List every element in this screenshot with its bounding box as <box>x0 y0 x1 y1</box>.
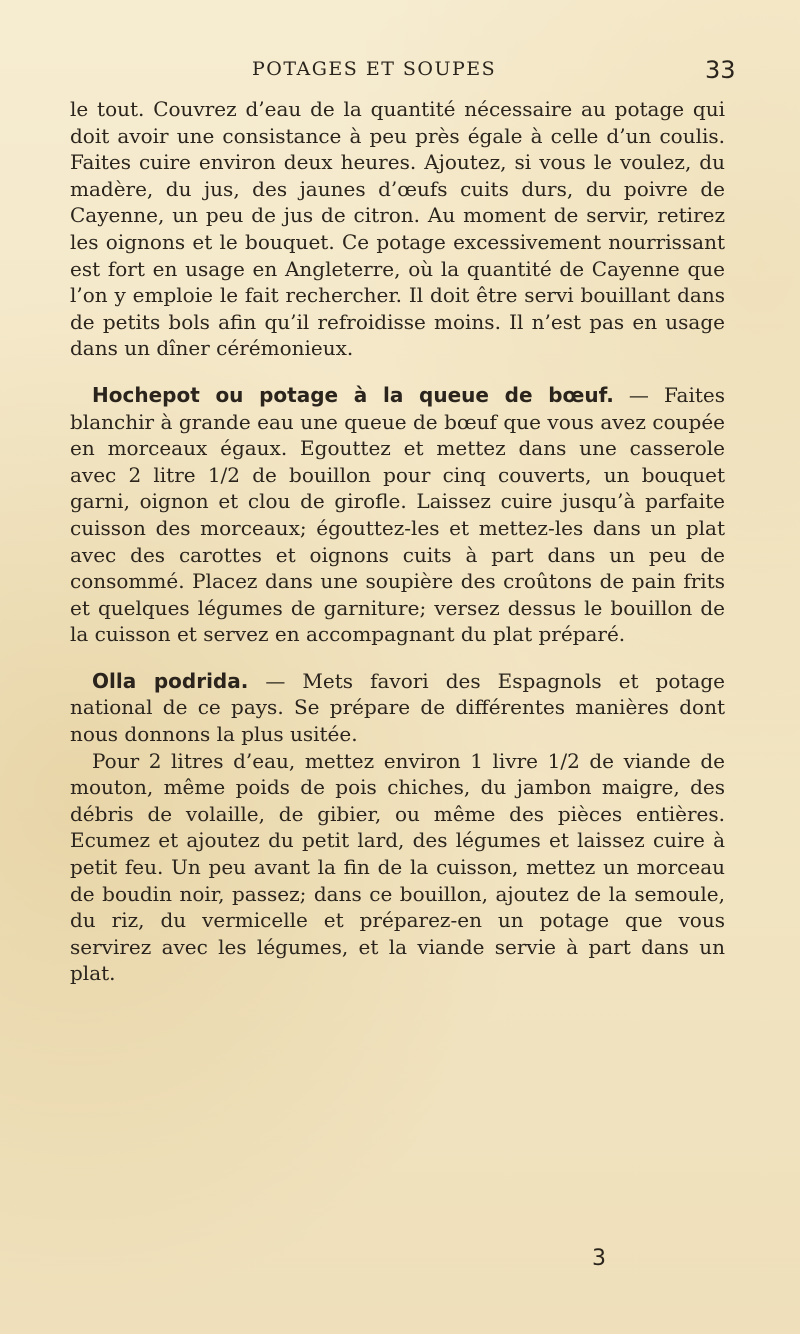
signature-mark: 3 <box>592 1246 606 1271</box>
recipe-olla-podrida <box>70 668 725 748</box>
running-head: POTAGES ET SOUPES <box>252 58 497 80</box>
recipe-title: Olla podrida. <box>92 668 249 693</box>
recipe-text: — Mets favori des Espagnols et potage national de ce pays. Se prépare de différentes manières dont nous donnons la plus usitée. <box>70 668 725 747</box>
page-body <box>70 96 725 987</box>
page-number: 33 <box>705 56 736 84</box>
recipe-text: — Faites blanchir à grande eau une queue de bœuf que vous avez coupée en morceaux égaux. Egouttez et mettez dans une casserole avec 2 litre 1/2 de bouillon pour cinq couverts, un bouquet garni, oignon et clou de girofle. Laissez cuire jusqu’à parfaite cuisson des morceaux; égouttez-les et mettez-les dans un plat avec des carottes et oignons cuits à part dans un peu de consommé. Placez dans une soupière des croûtons de pain frits et quelques légumes de garniture; versez dessus le bouillon de la cuisson et servez en accompagnant du plat préparé. <box>70 382 725 647</box>
continuation-paragraph: le tout. Couvrez d’eau de la quantité nécessaire au potage qui doit avoir une consistance à peu près égale à celle d’un coulis. Faites cuire environ deux heures. Ajoutez, si vous le voulez, du madère, du jus, des jaunes d’œufs cuits durs, du poivre de Cayenne, un peu de jus de citron. Au moment de servir, retirez les oignons et le bouquet. Ce potage excessivement nourrissant est fort en usage en Angleterre, où la quantité de Cayenne que l’on y emploie le fait rechercher. Il doit être servi bouillant dans de petits bols afin qu’il refroidisse moins. Il n’est pas en usage dans un dîner cérémonieux. <box>70 97 725 361</box>
recipe-title: Hochepot ou potage à la queue de bœuf. <box>92 382 614 407</box>
recipe-olla-instructions: Pour 2 litres d’eau, mettez environ 1 livre 1/2 de viande de mouton, même poids de pois chiches, du jambon maigre, des débris de volaille, de gibier, ou même des pièces entières. Ecumez et ajoutez du petit lard, des légumes et laissez cuire à petit feu. Un peu avant la fin de la cuisson, mettez un morceau de boudin noir, passez; dans ce bouillon, ajoutez de la semoule, du riz, du vermicelle et préparez-en un potage que vous servirez avec les légumes, et la viande servie à part dans un plat. <box>70 748 725 986</box>
recipe-hochepot <box>70 382 725 648</box>
